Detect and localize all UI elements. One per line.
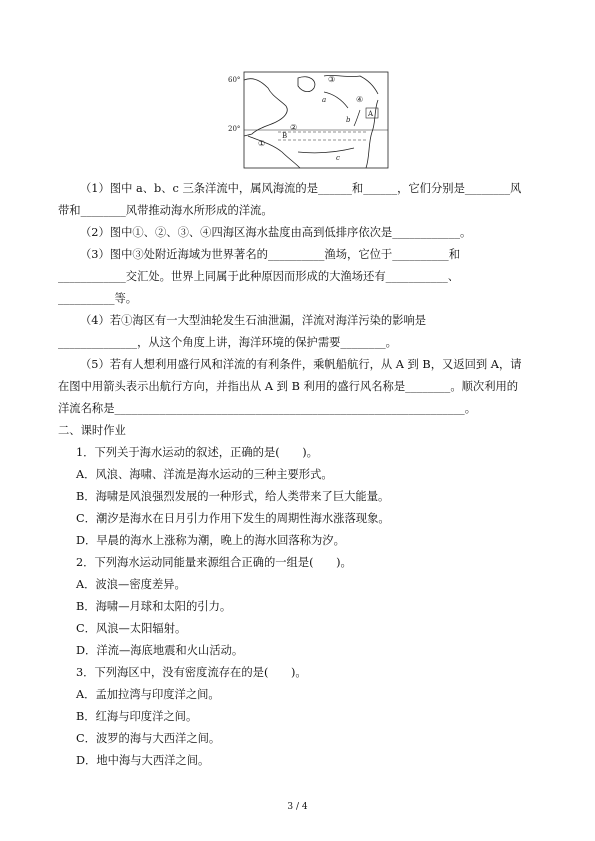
label-a: a <box>322 96 327 104</box>
mcq-option: D．地中海与大西洋之间。 <box>76 754 210 767</box>
mcq-option: B．红海与印度洋之间。 <box>76 710 198 723</box>
coastline-south <box>248 136 300 168</box>
region-2: ② <box>290 123 298 132</box>
region-1: ① <box>258 139 266 148</box>
question-line: （2）图中①、②、③、④四海区海水盐度由高到低排序依次是____________。 <box>80 226 472 239</box>
section-title: 二、课时作业 <box>58 424 126 437</box>
mcq-option: A．孟加拉湾与印度洋之间。 <box>76 688 220 701</box>
current-arrow-c <box>298 148 354 153</box>
question-line: ______________，从这个角度上讲，海洋环境的保护需要________。 <box>58 336 397 349</box>
page-number: 3 / 4 <box>287 802 308 812</box>
mcq-option: D．早晨的海水上涨称为潮，晚上的海水回落称为汐。 <box>76 534 345 547</box>
region-3: ③ <box>328 75 336 84</box>
label-A: A <box>368 110 374 118</box>
label-B: B <box>282 132 288 140</box>
mcq-option: B．海啸是风浪强烈发展的一种形式，给人类带来了巨大能量。 <box>76 490 390 503</box>
question-line: 在图中用箭头表示出航行方向，并指出从 A 到 B 利用的盛行风名称是________。顺次利用的 <box>58 380 519 393</box>
question-line: __________等。 <box>58 292 138 305</box>
question-line: （5）若有人想利用盛行风和洋流的有利条件，乘帆船航行，从 A 到 B，又返回到 A，请 <box>80 358 522 371</box>
region-4: ④ <box>356 95 364 104</box>
coastline-island <box>298 77 315 92</box>
mcq-option: D．洋流—海底地震和火山活动。 <box>76 644 244 657</box>
mcq-stem: 3．下列海区中，没有密度流存在的是( )。 <box>76 666 307 679</box>
label-c: c <box>336 154 340 162</box>
question-line: 带和________风带推动海水所形成的洋流。 <box>58 204 273 217</box>
mcq-stem: 1．下列关于海水运动的叙述，正确的是( )。 <box>76 446 318 459</box>
mcq-option: C．波罗的海与大西洋之间。 <box>76 732 221 745</box>
ocean-current-map <box>228 70 390 170</box>
lat-label-20: 20° <box>228 125 241 133</box>
mcq-option: C．风浪—太阳辐射。 <box>76 622 187 635</box>
current-arrow-a <box>324 92 348 108</box>
mcq-option: A．风浪、海啸、洋流是海水运动的三种主要形式。 <box>76 468 333 481</box>
question-line: （1）图中 a、b、c 三条洋流中，属风海流的是______和______，它们分别是________风 <box>80 182 522 195</box>
question-line: （3）图中③处附近海域为世界著名的__________渔场，它位于__________和 <box>80 248 460 261</box>
current-arrow-b <box>354 110 360 126</box>
document-body <box>58 178 540 772</box>
mcq-option: A．波浪—密度差异。 <box>76 578 186 591</box>
mcq-stem: 2．下列海水运动同能量来源组合正确的一组是( )。 <box>76 556 352 569</box>
question-line: ____________交汇处。世界上同属于此种原因而形成的大渔场还有___________、 <box>58 270 460 283</box>
coastline-west <box>244 79 287 136</box>
mcq-option: C．潮汐是海水在日月引力作用下发生的周期性海水涨落现象。 <box>76 512 390 525</box>
question-line: 洋流名称是______________________________________________________________。 <box>58 402 476 415</box>
lat-label-60: 60° <box>228 76 241 84</box>
label-b: b <box>346 116 351 124</box>
question-line: （4）若①海区有一大型油轮发生石油泄漏，洋流对海洋污染的影响是 <box>80 314 427 327</box>
mcq-option: B．海啸—月球和太阳的引力。 <box>76 600 232 613</box>
